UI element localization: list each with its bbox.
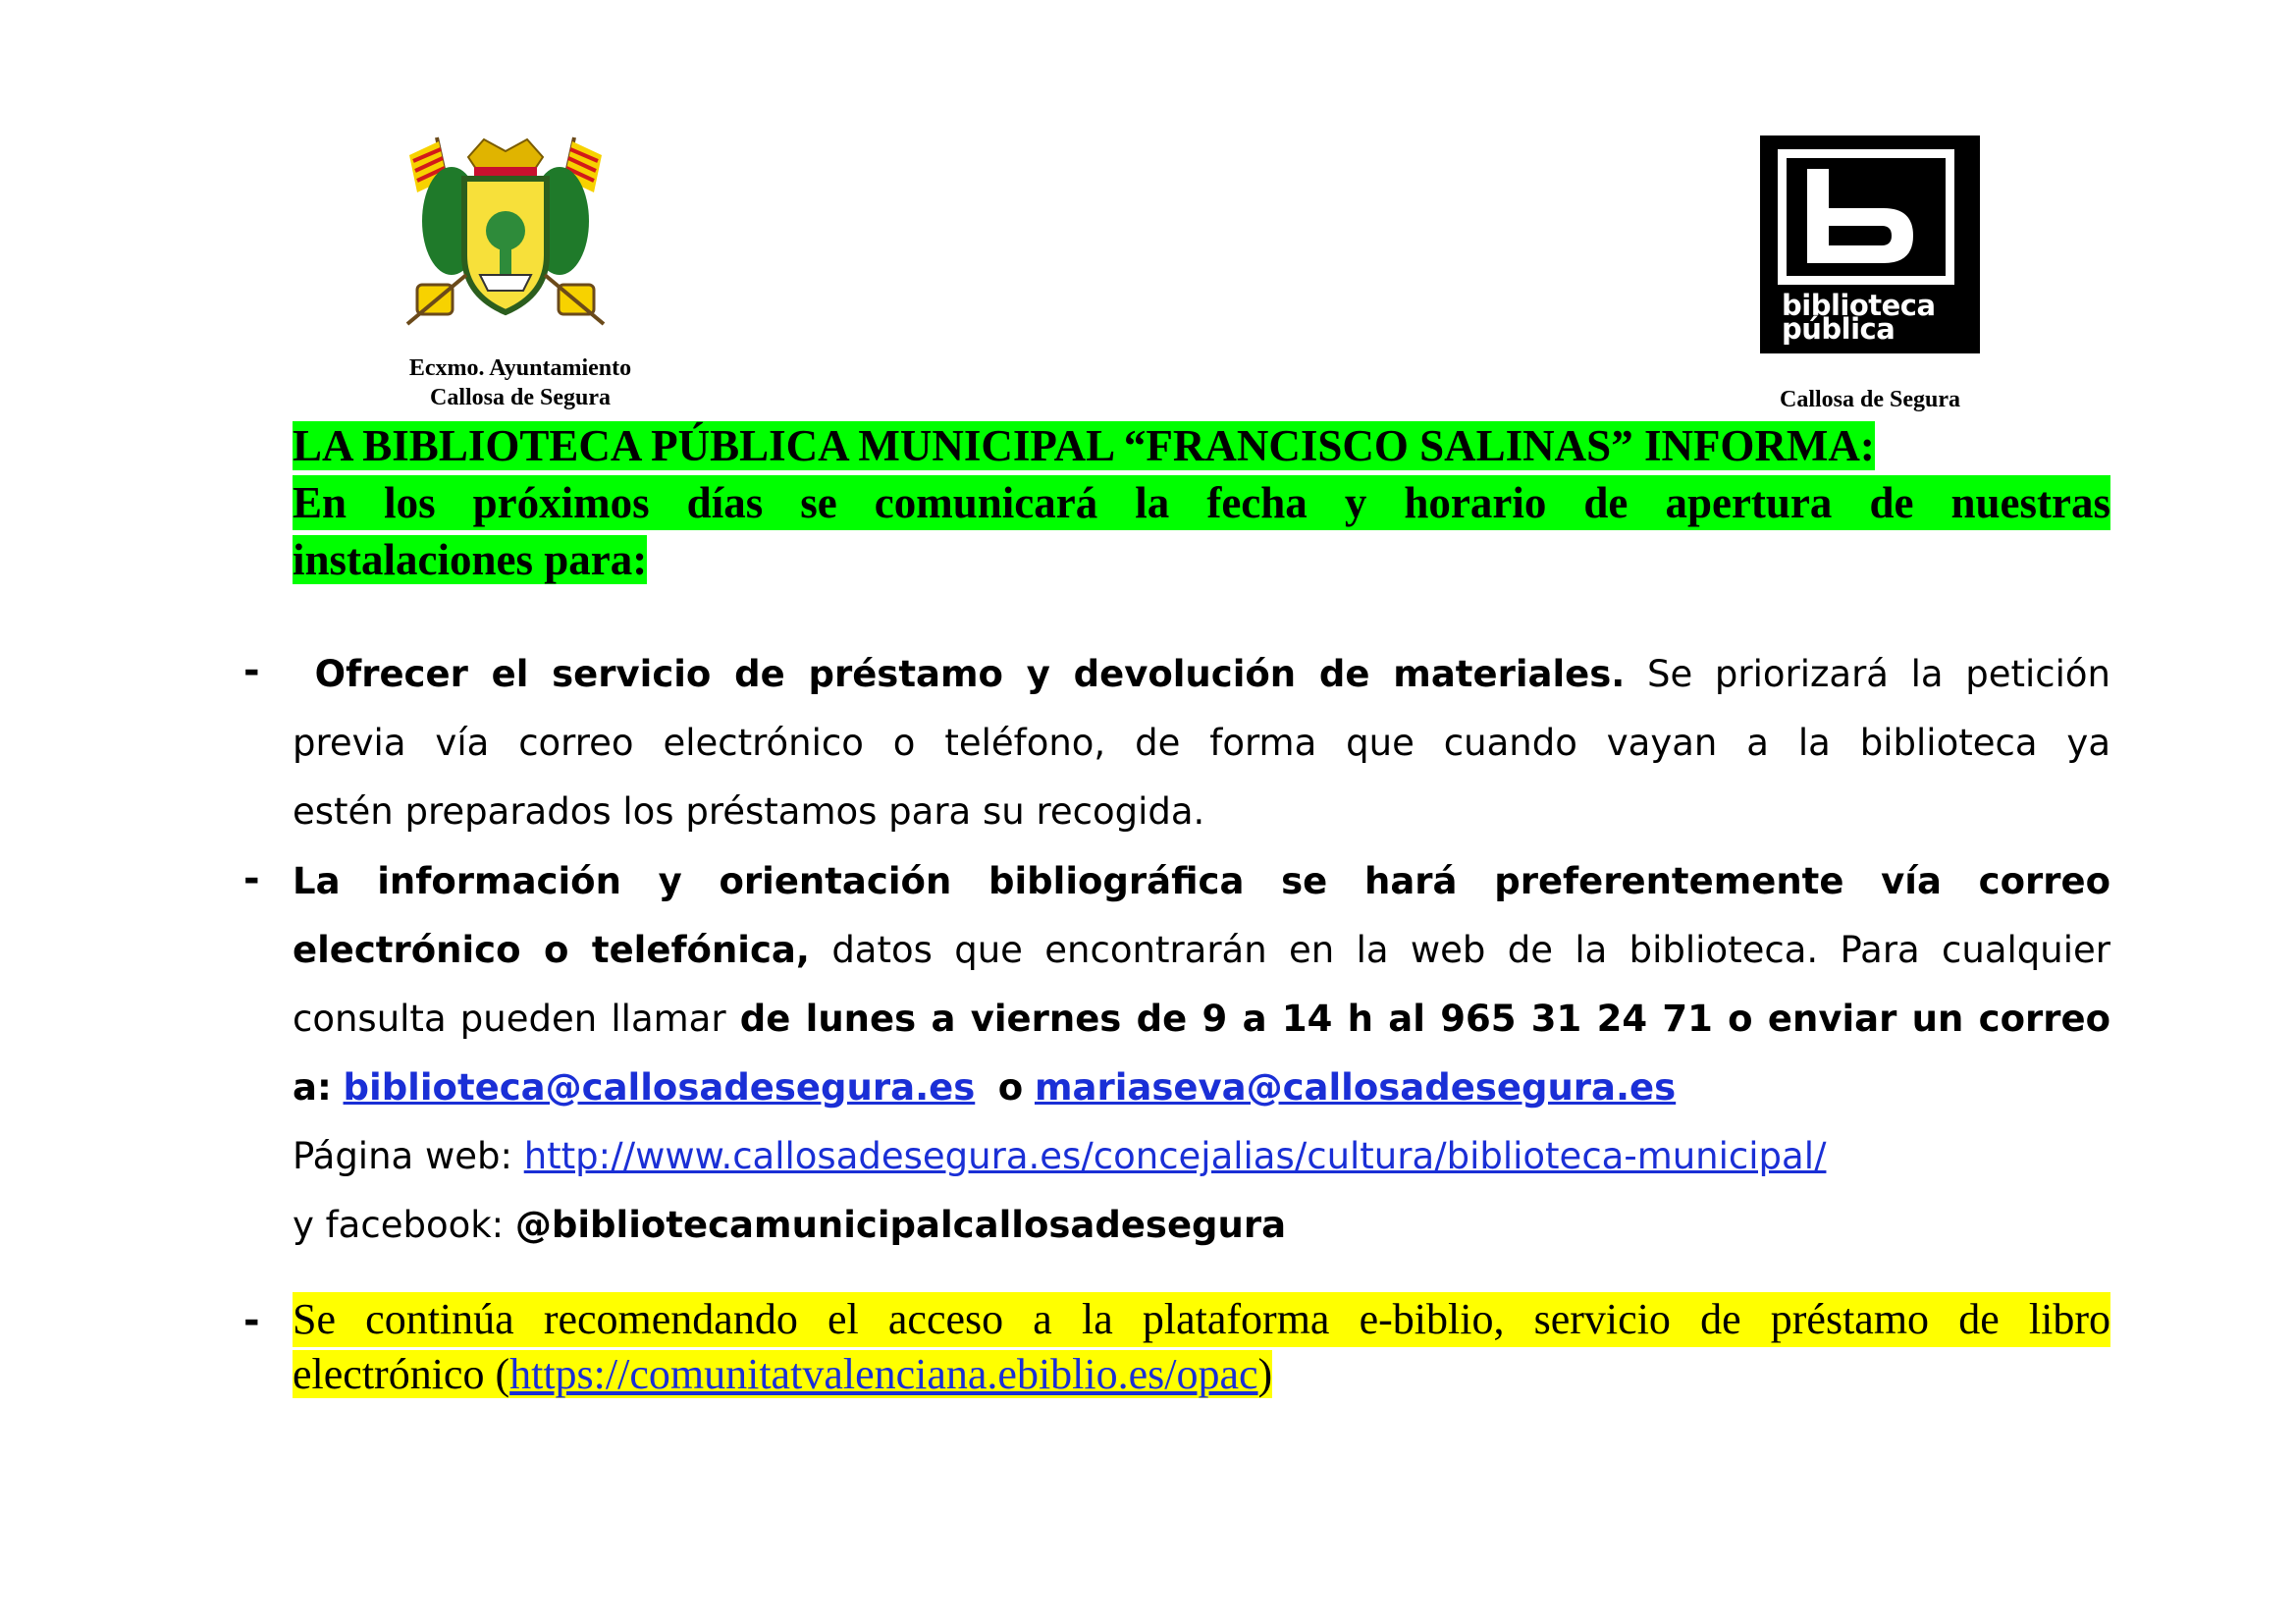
item1-line2: previa vía correo electrónico o teléfono, de forma que cuando vayan a la biblioteca ya	[293, 722, 2110, 764]
item1-rest: Se priorizará la petición	[1646, 653, 2110, 695]
ayuntamiento-coat-of-arms-logo	[398, 128, 614, 339]
ayuntamiento-caption-line1: Ecxmo. Ayuntamiento	[408, 355, 632, 381]
item1-bold: Ofrecer el servicio de préstamo y devolución de materiales.	[314, 653, 1626, 695]
item1-paragraph	[293, 640, 2110, 846]
email-link-mariaseva[interactable]: mariaseva@callosadesegura.es	[1034, 1066, 1677, 1109]
facebook-label: y facebook:	[293, 1204, 505, 1246]
ebiblio-url-link[interactable]: https://comunitatvalenciana.ebiblio.es/opac	[509, 1350, 1258, 1398]
headline-line1-text: LA BIBLIOTECA PÚBLICA MUNICIPAL “FRANCISCO SALINAS” INFORMA:	[293, 421, 1875, 470]
item3-paragraph	[293, 1292, 2110, 1402]
headline-line3-text: instalaciones para:	[293, 535, 648, 584]
headline-line1	[293, 418, 1875, 473]
item2-line4-prefix: a:	[293, 1066, 332, 1109]
email-connector: o	[997, 1066, 1024, 1109]
item2-line1	[293, 847, 2110, 916]
headline-line2: En los próximos días se comunicará la fecha y horario de apertura de nuestras	[293, 475, 2110, 530]
item3-line1: Se continúa recomendando el acceso a la plataforma e-biblio, servicio de préstamo de libro	[293, 1292, 2110, 1347]
item3-line2-highlight	[293, 1350, 1272, 1398]
item3-line2-start: electrónico (	[293, 1350, 510, 1398]
item2-line1-bold: La información y orientación bibliográfica se hará preferentemente vía correo	[293, 860, 2110, 902]
item3-line2-end: )	[1257, 1350, 1273, 1398]
item1-line1	[293, 640, 2110, 709]
biblioteca-publica-logo	[1760, 135, 1980, 353]
headline-line3	[293, 532, 647, 587]
bullet-item2: -	[243, 856, 260, 901]
item2-line3	[293, 985, 2110, 1054]
item2-line2	[293, 916, 2110, 985]
item2-line3-start: consulta pueden llamar	[293, 998, 726, 1040]
item2-line3-bold: de lunes a viernes de 9 a 14 h al 965 31 24 71 o enviar un correo	[739, 998, 2111, 1040]
ayuntamiento-caption-line2: Callosa de Segura	[429, 385, 611, 410]
item2-line2-bold: electrónico o telefónica,	[293, 929, 810, 971]
web-label: Página web:	[293, 1135, 512, 1177]
biblioteca-logo-word2: pública	[1782, 312, 1896, 346]
bullet-item1: -	[243, 648, 260, 693]
item2-web-line	[293, 1122, 2110, 1191]
item2-paragraph	[293, 847, 2110, 1260]
item2-line4	[293, 1054, 2110, 1122]
email-link-biblioteca[interactable]: biblioteca@callosadesegura.es	[343, 1066, 976, 1109]
biblioteca-caption: Callosa de Segura	[1779, 387, 1960, 412]
bullet-item3: -	[243, 1298, 260, 1343]
item2-facebook-line	[293, 1191, 2110, 1260]
item3-line2	[293, 1347, 2110, 1402]
item1-line3: estén preparados los préstamos para su recogida.	[293, 790, 1205, 833]
item2-line2-rest: datos que encontrarán en la web de la biblioteca. Para cualquier	[831, 929, 2110, 971]
facebook-handle: @bibliotecamunicipalcallosadesegura	[514, 1204, 1287, 1246]
web-url-link[interactable]: http://www.callosadesegura.es/concejalias/cultura/biblioteca-municipal/	[523, 1135, 1827, 1177]
biblioteca-logo-word1: biblioteca	[1782, 289, 1936, 322]
